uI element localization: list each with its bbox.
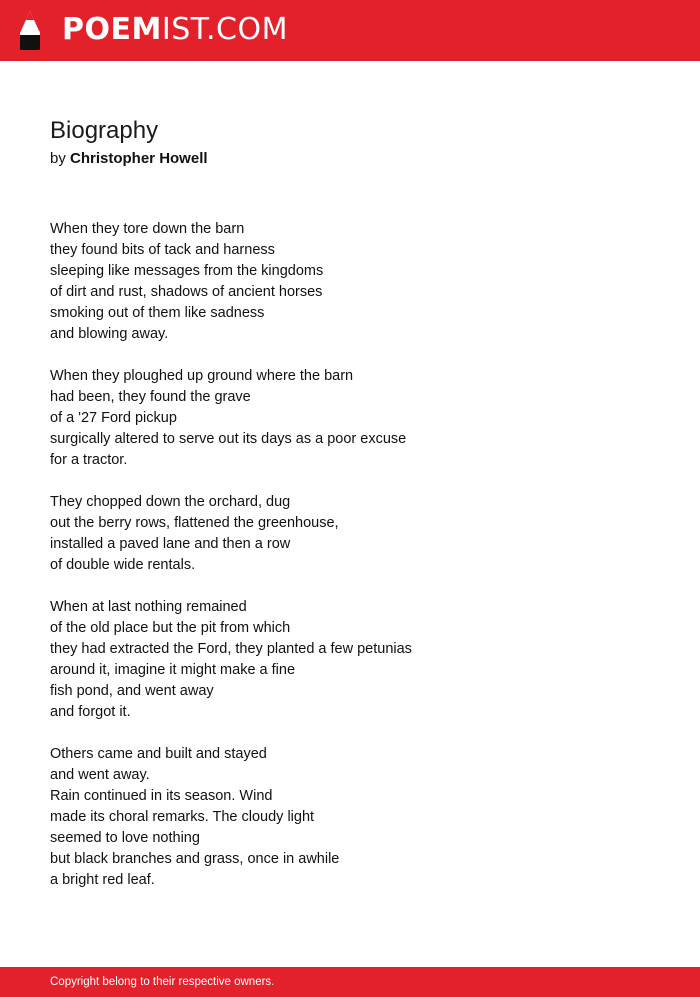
stanza — [50, 744, 650, 891]
poem-line: of double wide rentals. — [50, 557, 196, 573]
poem-line: they found bits of tack and harness — [50, 242, 275, 258]
poem-line: seemed to love nothing — [50, 830, 200, 846]
copyright-text: Copyright belong to their respective owners. — [50, 976, 275, 988]
poem-line: of dirt and rust, shadows of ancient horses — [50, 284, 323, 300]
stanza — [50, 219, 650, 345]
poem-line: and blowing away. — [50, 326, 169, 342]
poem-line: sleeping like messages from the kingdoms — [50, 263, 324, 279]
stanza — [50, 492, 650, 576]
poem-body — [50, 219, 650, 912]
poem-title: Biography — [50, 117, 159, 144]
poem-line: a bright red leaf. — [50, 872, 155, 888]
poem-line: for a tractor. — [50, 452, 128, 468]
site-logo[interactable] — [62, 12, 288, 48]
poem-line: out the berry rows, flattened the greenhouse, — [50, 515, 339, 531]
poem-line: and went away. — [50, 767, 150, 783]
pencil-tip-icon[interactable] — [18, 10, 42, 52]
poem-line: of a '27 Ford pickup — [50, 410, 177, 426]
poem-line: They chopped down the orchard, dug — [50, 494, 291, 510]
poem-line: and forgot it. — [50, 704, 131, 720]
poem-line: fish pond, and went away — [50, 683, 214, 699]
poem-line: When they tore down the barn — [50, 221, 245, 237]
poem-line: installed a paved lane and then a row — [50, 536, 291, 552]
poem-line: but black branches and grass, once in awhile — [50, 851, 340, 867]
site-footer — [0, 967, 700, 997]
poem-line: Rain continued in its season. Wind — [50, 788, 273, 804]
poem-line: smoking out of them like sadness — [50, 305, 265, 321]
logo-bold-text: POEM — [62, 12, 162, 47]
author-name: Christopher Howell — [70, 150, 208, 167]
poem-line: around it, imagine it might make a fine — [50, 662, 296, 678]
poem-line: had been, they found the grave — [50, 389, 251, 405]
stanza — [50, 366, 650, 471]
poem-line: When they ploughed up ground where the barn — [50, 368, 354, 384]
site-header — [0, 0, 700, 61]
stanza — [50, 597, 650, 723]
poem-line: Others came and built and stayed — [50, 746, 267, 762]
byline — [50, 149, 208, 169]
logo-light-text: IST.COM — [161, 12, 288, 47]
poem-line: of the old place but the pit from which — [50, 620, 291, 636]
poem-line: surgically altered to serve out its days as a poor excuse — [50, 431, 407, 447]
poem-line: they had extracted the Ford, they planted a few petunias — [50, 641, 412, 657]
poem-line: When at last nothing remained — [50, 599, 247, 615]
by-label: by — [50, 150, 66, 167]
poem-line: made its choral remarks. The cloudy light — [50, 809, 315, 825]
